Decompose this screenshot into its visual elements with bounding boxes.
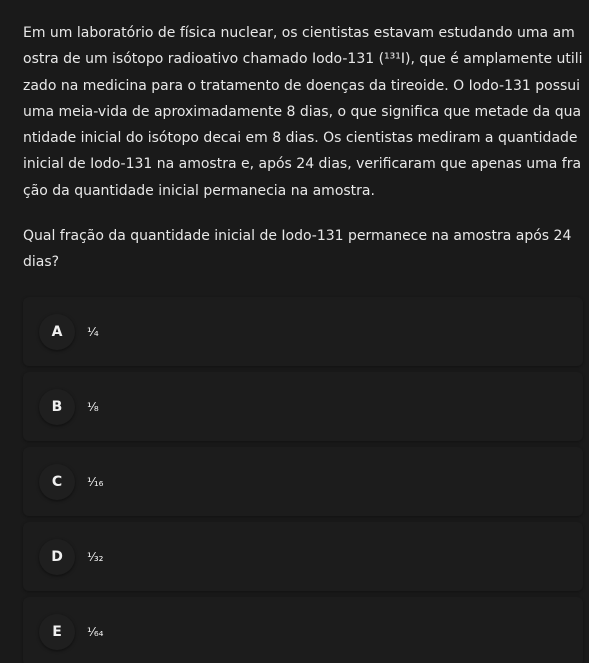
option-text: ¹⁄₆₄ bbox=[87, 624, 104, 639]
option-letter: E bbox=[39, 614, 75, 650]
option-text: ¹⁄₁₆ bbox=[87, 474, 104, 489]
option-b[interactable] bbox=[23, 372, 583, 441]
option-letter: A bbox=[39, 314, 75, 350]
option-letter: D bbox=[39, 539, 75, 575]
answer-options bbox=[23, 297, 583, 663]
option-text: ¹⁄₄ bbox=[87, 324, 99, 339]
option-c[interactable] bbox=[23, 447, 583, 516]
option-text: ¹⁄₈ bbox=[87, 399, 99, 414]
option-letter: C bbox=[39, 464, 75, 500]
question-prompt: Qual fração da quantidade inicial de Iodo-131 permanece na amostra após 24 dias? bbox=[23, 228, 572, 271]
option-e[interactable] bbox=[23, 597, 583, 663]
option-text: ¹⁄₃₂ bbox=[87, 549, 104, 564]
option-letter: B bbox=[39, 389, 75, 425]
question-statement: Em um laboratório de física nuclear, os cientistas estavam estudando uma amostra de um isótopo radioativo chamado Iodo-131 (¹³¹I), que é amplamente utilizado na medicina para o tratamento de doenças da tireoide. O Iodo-131 possui uma meia-vida de aproximadamente 8 dias, o que significa que metade da quantidade inicial do isótopo decai em 8 dias. Os cientistas mediram a quantidade inicial de Iodo-131 na amostra e, após 24 dias, verificaram que apenas uma fração da quantidade inicial permanecia na amostra. bbox=[23, 25, 583, 199]
option-a[interactable] bbox=[23, 297, 583, 366]
option-d[interactable] bbox=[23, 522, 583, 591]
